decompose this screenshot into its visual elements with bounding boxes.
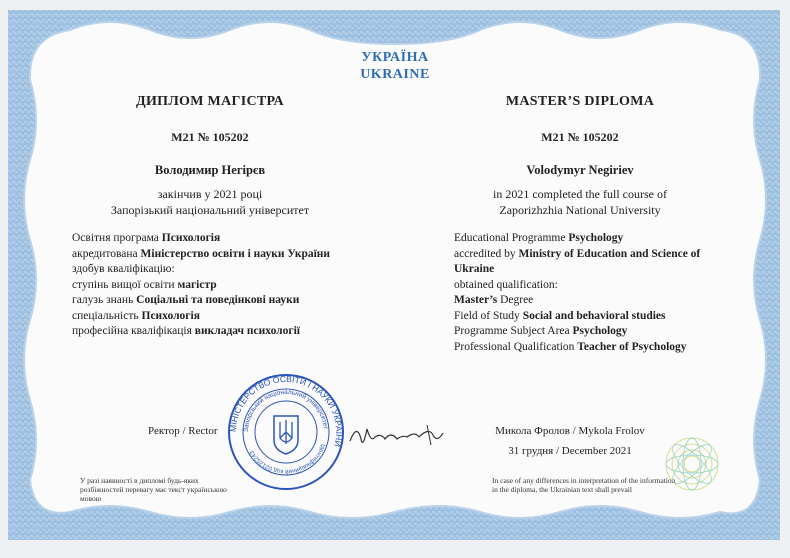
holder-name-uk: Володимир Негірєв bbox=[154, 163, 266, 177]
footnote-uk: У разі наявності в дипломі будь-яких розбіжностей перевагу має текст українською мовою bbox=[80, 476, 227, 503]
field-line-uk: галузь знань Соціальні та поведінкові науки bbox=[72, 294, 300, 306]
professional-line-en: Professional Qualification Teacher of Psychology bbox=[454, 340, 687, 353]
official-seal bbox=[226, 372, 346, 492]
diploma-number-en: M21 № 105202 bbox=[541, 130, 619, 144]
diploma-title-en: MASTER’S DIPLOMA bbox=[505, 94, 655, 109]
degree-line-uk: ступінь вищої освіти магістр bbox=[72, 278, 217, 291]
footnote-en: In case of any differences in interpretation of the information in the diploma, the Ukrainian text shall prevail bbox=[492, 476, 676, 494]
trident-icon bbox=[274, 416, 298, 454]
professional-line-uk: професійна кваліфікація викладач психології bbox=[72, 325, 300, 337]
hologram-rosette-icon bbox=[664, 436, 720, 492]
diploma-title-uk: ДИПЛОМ МАГІСТРА bbox=[136, 94, 284, 109]
rector-label: Ректор / Rector bbox=[148, 425, 218, 437]
obtained-line-uk: здобув кваліфікацію: bbox=[72, 263, 175, 275]
seal-code-text: Ідентифікаційний код 02125243 bbox=[249, 443, 326, 475]
degree-line-en: Master’s Degree bbox=[454, 294, 534, 306]
country-name-uk: УКРАЇНА bbox=[361, 50, 429, 65]
accreditation-line-en: accredited by Ministry of Education and Science of Ukraine bbox=[454, 247, 701, 275]
qualification-block-en bbox=[454, 231, 744, 355]
completion-line1-en: in 2021 completed the full course of bbox=[493, 187, 667, 201]
diploma-number-uk: M21 № 105202 bbox=[171, 130, 249, 144]
field-line-en: Field of Study Social and behavioral studies bbox=[454, 309, 666, 322]
seal-outer-text: МІНІСТЕРСТВО ОСВІТИ І НАУКИ УКРАЇНИ bbox=[227, 373, 345, 448]
qualification-block-uk bbox=[72, 231, 372, 340]
subject-line-en: Programme Subject Area Psychology bbox=[454, 325, 628, 337]
seal-inner-text: Запорізький національний університет bbox=[242, 388, 329, 433]
completion-line2-en: Zaporizhzhia National University bbox=[499, 203, 661, 217]
holder-name-en: Volodymyr Negiriev bbox=[526, 163, 634, 177]
issue-date: 31 грудня / December 2021 bbox=[508, 445, 632, 457]
signatory-name: Микола Фролов / Mykola Frolov bbox=[495, 425, 645, 437]
accreditation-line-uk: акредитована Міністерство освіти і науки України bbox=[72, 247, 331, 260]
completion-line2-uk: Запорізький національний університет bbox=[110, 203, 310, 217]
completion-line1-uk: закінчив у 2021 році bbox=[157, 187, 263, 201]
specialty-line-uk: спеціальність Психологія bbox=[72, 309, 200, 322]
signature bbox=[345, 415, 455, 455]
obtained-line-en: obtained qualification: bbox=[454, 278, 558, 291]
programme-line-en: Educational Programme Psychology bbox=[454, 232, 624, 244]
country-name-en: UKRAINE bbox=[360, 67, 430, 82]
programme-line-uk: Освітня програма Психологія bbox=[72, 232, 221, 244]
